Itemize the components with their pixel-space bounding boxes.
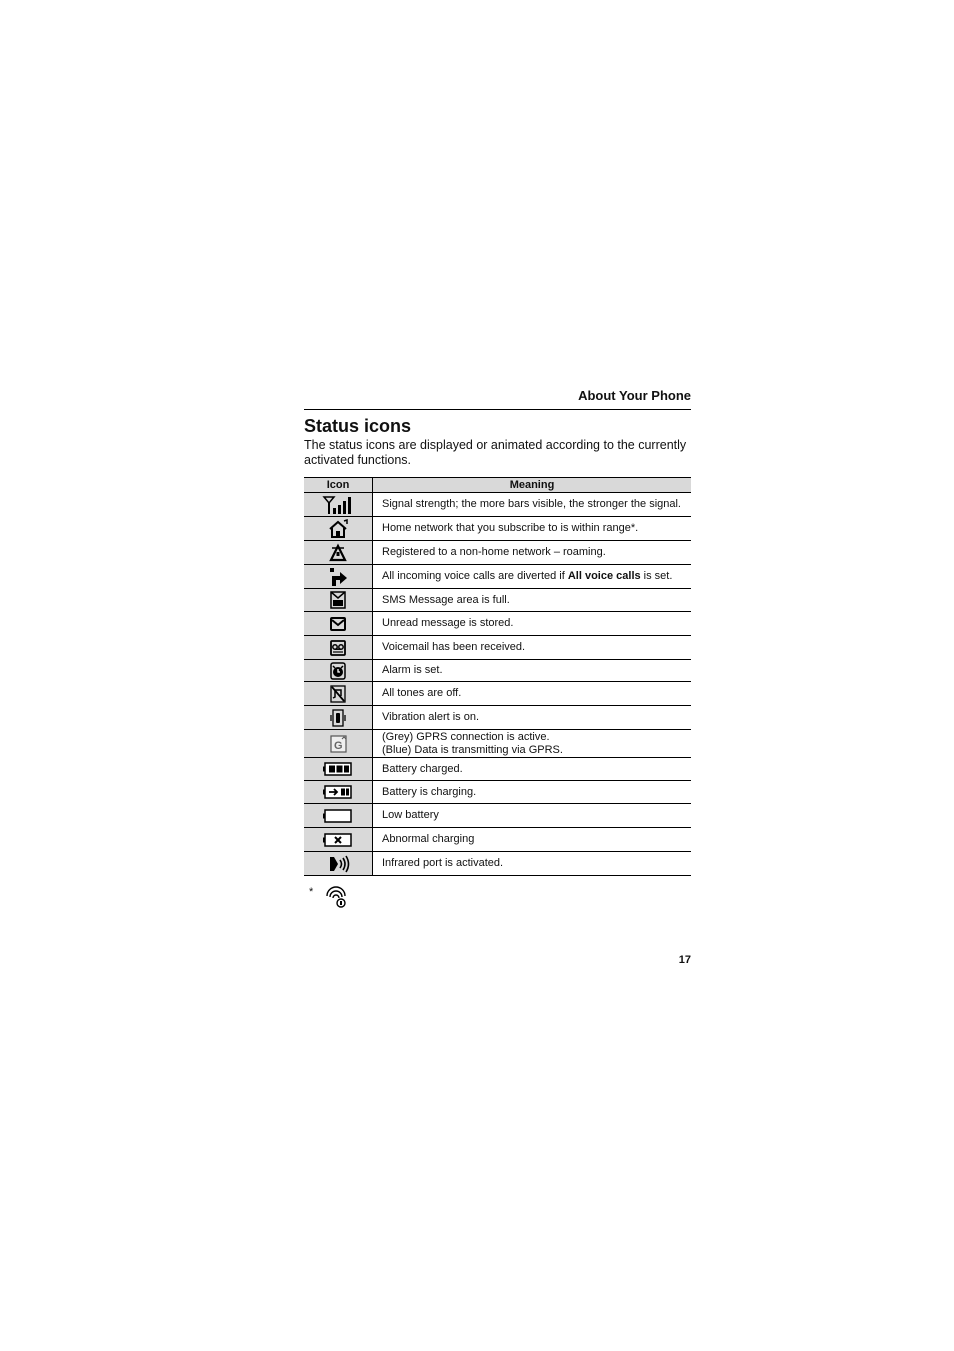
table-row	[304, 828, 691, 852]
battery-low-icon	[322, 806, 354, 826]
table-row	[304, 706, 691, 730]
row-meaning: Abnormal charging	[373, 828, 692, 852]
row-meaning: Home network that you subscribe to is within range*.	[373, 517, 692, 541]
table-row	[304, 589, 691, 612]
table-row	[304, 517, 691, 541]
ui-label-bold: All voice calls	[567, 570, 641, 582]
table-row	[304, 781, 691, 804]
unread-message-icon	[322, 614, 354, 634]
row-meaning: Alarm is set.	[373, 660, 692, 682]
gprs-icon	[322, 734, 354, 754]
row-meaning: Signal strength; the more bars visible, the stronger the signal.	[373, 493, 692, 517]
running-header: About Your Phone	[304, 388, 691, 410]
page-title: Status icons	[304, 416, 412, 436]
column-header-icon: Icon	[304, 478, 373, 493]
vibration-icon	[322, 708, 354, 728]
row-meaning: Voicemail has been received.	[373, 636, 692, 660]
table-row	[304, 852, 691, 876]
row-meaning: Battery is charging.	[373, 781, 692, 804]
page-number: 17	[678, 954, 691, 966]
table-row	[304, 612, 691, 636]
footnote	[304, 884, 691, 908]
document-page	[304, 388, 691, 966]
voicemail-icon	[322, 638, 354, 658]
row-meaning: Unread message is stored.	[373, 612, 692, 636]
row-meaning: Battery charged.	[373, 758, 692, 781]
roaming-icon	[322, 543, 354, 563]
signal-strength-icon	[322, 495, 354, 515]
home-zone-icon	[324, 884, 350, 908]
table-row	[304, 565, 691, 589]
row-meaning: All tones are off.	[373, 682, 692, 706]
row-meaning: Infrared port is activated.	[373, 852, 692, 876]
svg-text:G: G	[334, 739, 343, 752]
table-row	[304, 493, 691, 517]
row-meaning: Vibration alert is on.	[373, 706, 692, 730]
table-row	[304, 682, 691, 706]
battery-charging-icon	[322, 782, 354, 802]
row-meaning: SMS Message area is full.	[373, 589, 692, 612]
infrared-icon	[322, 854, 354, 874]
table-row	[304, 660, 691, 682]
home-network-icon	[322, 519, 354, 539]
call-divert-icon	[322, 567, 354, 587]
tones-off-icon	[322, 684, 354, 704]
table-header-row	[304, 478, 691, 493]
status-icons-table	[304, 477, 691, 876]
intro-paragraph: The status icons are displayed or animated according to the currently activated functions.	[304, 438, 687, 467]
row-meaning: Low battery	[373, 804, 692, 828]
sms-full-icon	[322, 590, 354, 610]
table-row	[304, 730, 691, 758]
row-meaning: All incoming voice calls are diverted if All voice calls is set.	[373, 565, 692, 589]
column-header-meaning: Meaning	[373, 478, 692, 493]
footnote-marker: *	[309, 886, 314, 898]
row-meaning: (Grey) GPRS connection is active. (Blue) Data is transmitting via GPRS.	[373, 730, 692, 758]
row-meaning: Registered to a non-home network – roaming.	[373, 541, 692, 565]
battery-charged-icon	[322, 759, 354, 779]
alarm-icon	[322, 661, 354, 681]
table-row	[304, 636, 691, 660]
table-row	[304, 758, 691, 781]
table-row	[304, 541, 691, 565]
battery-abnormal-icon	[322, 830, 354, 850]
table-row	[304, 804, 691, 828]
